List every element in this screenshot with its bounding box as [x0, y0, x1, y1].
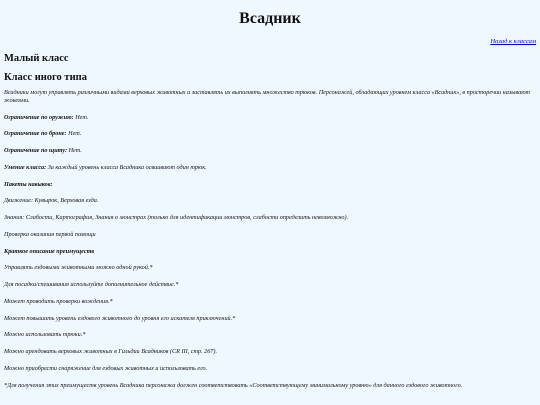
back-row [4, 38, 536, 45]
back-to-classes-link[interactable]: Назад к классам [490, 38, 536, 45]
benefit-item: Может повышать уровень ездового животного до уровня его искателя приключений.* [4, 314, 236, 322]
weapon-restriction [4, 114, 536, 122]
class-skill-value: За каждый уровень класса Всадника осваивают один трюк. [46, 163, 207, 171]
package-item: Проверка оказания первой помощи [4, 230, 96, 238]
class-skill-label: Умение класса: [4, 163, 47, 171]
armor-restriction [4, 130, 536, 138]
shield-restriction-label: Ограничение по щиту: [4, 147, 68, 154]
benefit-item: Можно арендовать верховых животных в Гильдии Всадников (CR III, стр. 267). [4, 348, 218, 355]
benefit-item: Для посадки/спешивания используйте дополнительное действие.* [4, 281, 179, 288]
shield-restriction [4, 147, 536, 155]
package-item: Движение: Кувырок, Верховая езда. [4, 197, 99, 205]
benefit-item: Управлять ездовыми животными можно одной рукой.* [4, 264, 153, 272]
benefits-label: Краткое описание преимуществ [4, 247, 95, 255]
shield-restriction-value: Нет. [67, 147, 82, 154]
benefit-item: Можно приобрести снаряжение для ездовых животных и использовать его. [4, 364, 208, 372]
small-class-heading: Малый класс [4, 53, 69, 64]
weapon-restriction-label: Ограничение по оружию: [4, 113, 74, 121]
page-title: Всадник [239, 10, 301, 27]
class-skill [4, 164, 536, 172]
intro-paragraph: Всадники могут управлять различными видами верховых животных и заставлять их выполнять множество трюков. Персонажей, обладающих уровнем класса «Всадник», в просторечии называют жокеями. [4, 89, 531, 104]
other-type-heading: Класс иного типа [4, 72, 87, 83]
benefit-item: Может проводить проверки вождения.* [4, 297, 113, 305]
benefit-item: Можно использовать трюки.* [4, 331, 86, 339]
weapon-restriction-value: Нет. [73, 113, 89, 121]
footnote: *Для получения этих преимуществ уровень Всадника персонажа должен соответствовать «Соответствующему минимальному уровню» для данного ездового животного. [4, 381, 463, 389]
armor-restriction-value: Нет. [66, 130, 82, 138]
packages-heading [4, 181, 536, 189]
packages-label: Пакеты навыков: [4, 180, 53, 188]
benefits-heading [4, 248, 536, 256]
armor-restriction-label: Ограничение по броне: [4, 130, 67, 138]
package-item: Знания: Слабости, Картография, Знания о монстрах (только для идентификации монстров, слабости определить невозможно). [4, 214, 349, 221]
